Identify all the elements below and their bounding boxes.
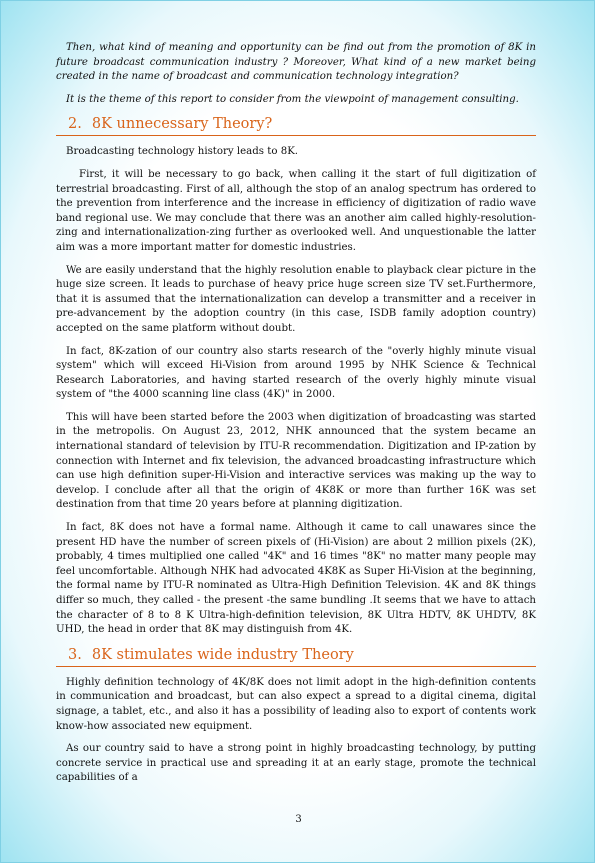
intro-paragraph-2: It is the theme of this report to consider from the viewpoint of management consulting. [66, 93, 519, 105]
section-2-paragraph-1: Broadcasting technology history leads to 8K. [66, 146, 299, 158]
page-content [56, 41, 536, 794]
section-2-title: 8K unnecessary Theory? [91, 116, 273, 133]
section-2-paragraph-6: In fact, 8K does not have a formal name. Although it came to call unawares since the present HD have the number of screen pixels of (Hi-Vision) are about 2 million pixels (2K), probably, 4 times multiplied one called "4K" and 16 times "8K" no matter many people may feel uncomfortable. Although NHK had advocated 4K8K as Super Hi-Vision at the beginning, the formal name by ITU-R nominated as Ultra-High Definition Television. 4K and 8K things differ so much, they called - the present -the same bundling .It seems that we have to attach the character of 8 to 8 K Ultra-high-definition television, 8K Ultra HDTV, 8K UHDTV, 8K UHD, the head in order that 8K may distinguish from 4K. [56, 522, 536, 636]
section-3-paragraph-1: Highly definition technology of 4K/8K does not limit adopt in the high-definition contents in communication and broadcast, but can also expect a spread to a digital cinema, digital signage, a tablet, etc., and also it has a possibility of leading also to export of contents work know-how associated new equipment. [56, 676, 536, 732]
section-3-heading [56, 646, 536, 667]
section-2-paragraph-2: First, it will be necessary to go back, when calling it the start of full digitization of terrestrial broadcasting. First of all, although the stop of an analog spectrum has ordered to the prevention from interference and the increase in efficiency of digitization of radio wave band regional use. We may conclude that there was an another aim called highly-resolution-zing and internationalization-zing further as overlooked well. And unquestionable the latter aim was a more important matter for domestic industries. [56, 168, 536, 253]
page-number: 3 [295, 814, 302, 825]
section-3-paragraph-2: As our country said to have a strong point in highly broadcasting technology, by putting concrete service in practical use and spreading it at an early stage, promote the technical capabilities of a [56, 743, 536, 784]
section-2-paragraph-4: In fact, 8K-zation of our country also starts research of the "overly highly minute visual system" which will exceed Hi-Vision from around 1995 by NHK Science & Technical Research Laboratories, and having started research of the overly highly minute visual system of "the 4000 scanning line class (4K)" in 2000. [56, 345, 536, 401]
section-2-number: 2. [68, 116, 82, 133]
intro-paragraph-1: Then, what kind of meaning and opportunity can be find out from the promotion of 8K in future broadcast communication industry ? Moreover, What kind of a new market being created in the name of broadcast and communication technology integration? [56, 42, 536, 83]
section-3-title: 8K stimulates wide industry Theory [91, 646, 354, 663]
section-2-heading [56, 115, 536, 136]
section-3-number: 3. [68, 646, 82, 663]
section-2-paragraph-5: This will have been started before the 2003 when digitization of broadcasting was started in the metropolis. On August 23, 2012, NHK announced that the system became an international standard of television by ITU-R recommendation. Digitization and IP-zation by connection with Internet and fix television, the advanced broadcasting infrastructure which can use high definition super-Hi-Vision and interactive services was making up the way to develop. I conclude after all that the origin of 4K8K or more than further 16K was set destination from that time 20 years before at planning digitization. [56, 411, 536, 511]
section-2-paragraph-3: We are easily understand that the highly resolution enable to playback clear picture in the huge size screen. It leads to purchase of heavy price huge screen size TV set.Furthermore, that it is assumed that the internationalization can develop a transmitter and a receiver in pre-advancement by the adoption country (in this case, ISDB family adoption country) accepted on the same platform without doubt. [56, 264, 536, 334]
